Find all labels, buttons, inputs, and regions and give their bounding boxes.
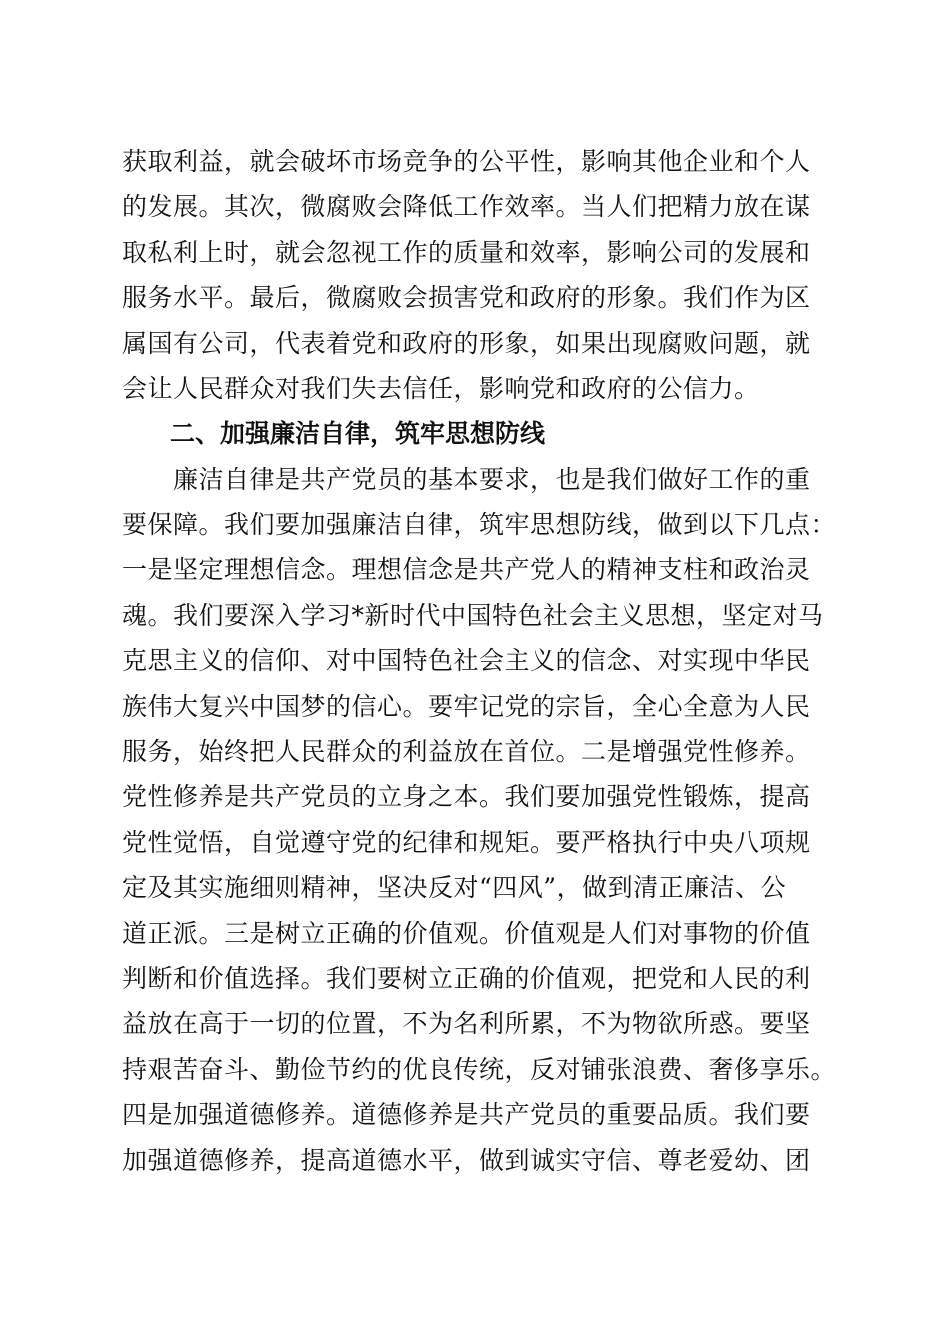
paragraph-line: 魂。我们要深入学习*新时代中国特色社会主义思想，坚定对马 xyxy=(122,601,824,630)
paragraph-line: 定及其实施细则精神，坚决反对“四风”，做到清正廉洁、公 xyxy=(122,873,787,902)
paragraph-line: 族伟大复兴中国梦的信心。要牢记党的宗旨，全心全意为人民 xyxy=(122,692,811,721)
paragraph-line: 服务，始终把人民群众的利益放在首位。二是增强党性修养。 xyxy=(122,737,811,766)
paragraph-line: 的发展。其次，微腐败会降低工作效率。当人们把精力放在谋 xyxy=(122,192,811,221)
paragraph-line: 克思主义的信仰、对中国特色社会主义的信念、对实现中华民 xyxy=(122,646,811,675)
paragraph-line: 党性修养是共产党员的立身之本。我们要加强党性锻炼，提高 xyxy=(122,782,811,811)
paragraph-line: 要保障。我们要加强廉洁自律，筑牢思想防线，做到以下几点： xyxy=(122,510,837,539)
paragraph-line: 道正派。三是树立正确的价值观。价值观是人们对事物的价值 xyxy=(122,919,811,948)
paragraph-line: 持艰苦奋斗、勤俭节约的优良传统，反对铺张浪费、奢侈享乐。 xyxy=(122,1055,837,1084)
paragraph-line: 服务水平。最后，微腐败会损害党和政府的形象。我们作为区 xyxy=(122,283,811,312)
paragraph-line: 判断和价值选择。我们要树立正确的价值观，把党和人民的利 xyxy=(122,964,811,993)
paragraph-line: 廉洁自律是共产党员的基本要求，也是我们做好工作的重 xyxy=(122,465,811,494)
paragraph-line: 获取利益，就会破坏市场竞争的公平性，影响其他企业和个人 xyxy=(122,147,811,176)
paragraph-line: 一是坚定理想信念。理想信念是共产党人的精神支柱和政治灵 xyxy=(122,555,811,584)
paragraph-line: 取私利上时，就会忽视工作的质量和效率，影响公司的发展和 xyxy=(122,238,811,267)
paragraph-line: 加强道德修养，提高道德水平，做到诚实守信、尊老爱幼、团 xyxy=(122,1146,811,1175)
paragraph-line: 会让人民群众对我们失去信任，影响党和政府的公信力。 xyxy=(122,374,760,403)
paragraph-line: 属国有公司，代表着党和政府的形象，如果出现腐败问题，就 xyxy=(122,329,811,358)
paragraph-line: 益放在高于一切的位置，不为名利所累，不为物欲所惑。要坚 xyxy=(122,1009,811,1038)
paragraph-line: 党性觉悟，自觉遵守党的纪律和规矩。要严格执行中央八项规 xyxy=(122,828,811,857)
section-heading: 二、加强廉洁自律，筑牢思想防线 xyxy=(170,419,546,448)
paragraph-line: 四是加强道德修养。道德修养是共产党员的重要品质。我们要 xyxy=(122,1100,811,1129)
